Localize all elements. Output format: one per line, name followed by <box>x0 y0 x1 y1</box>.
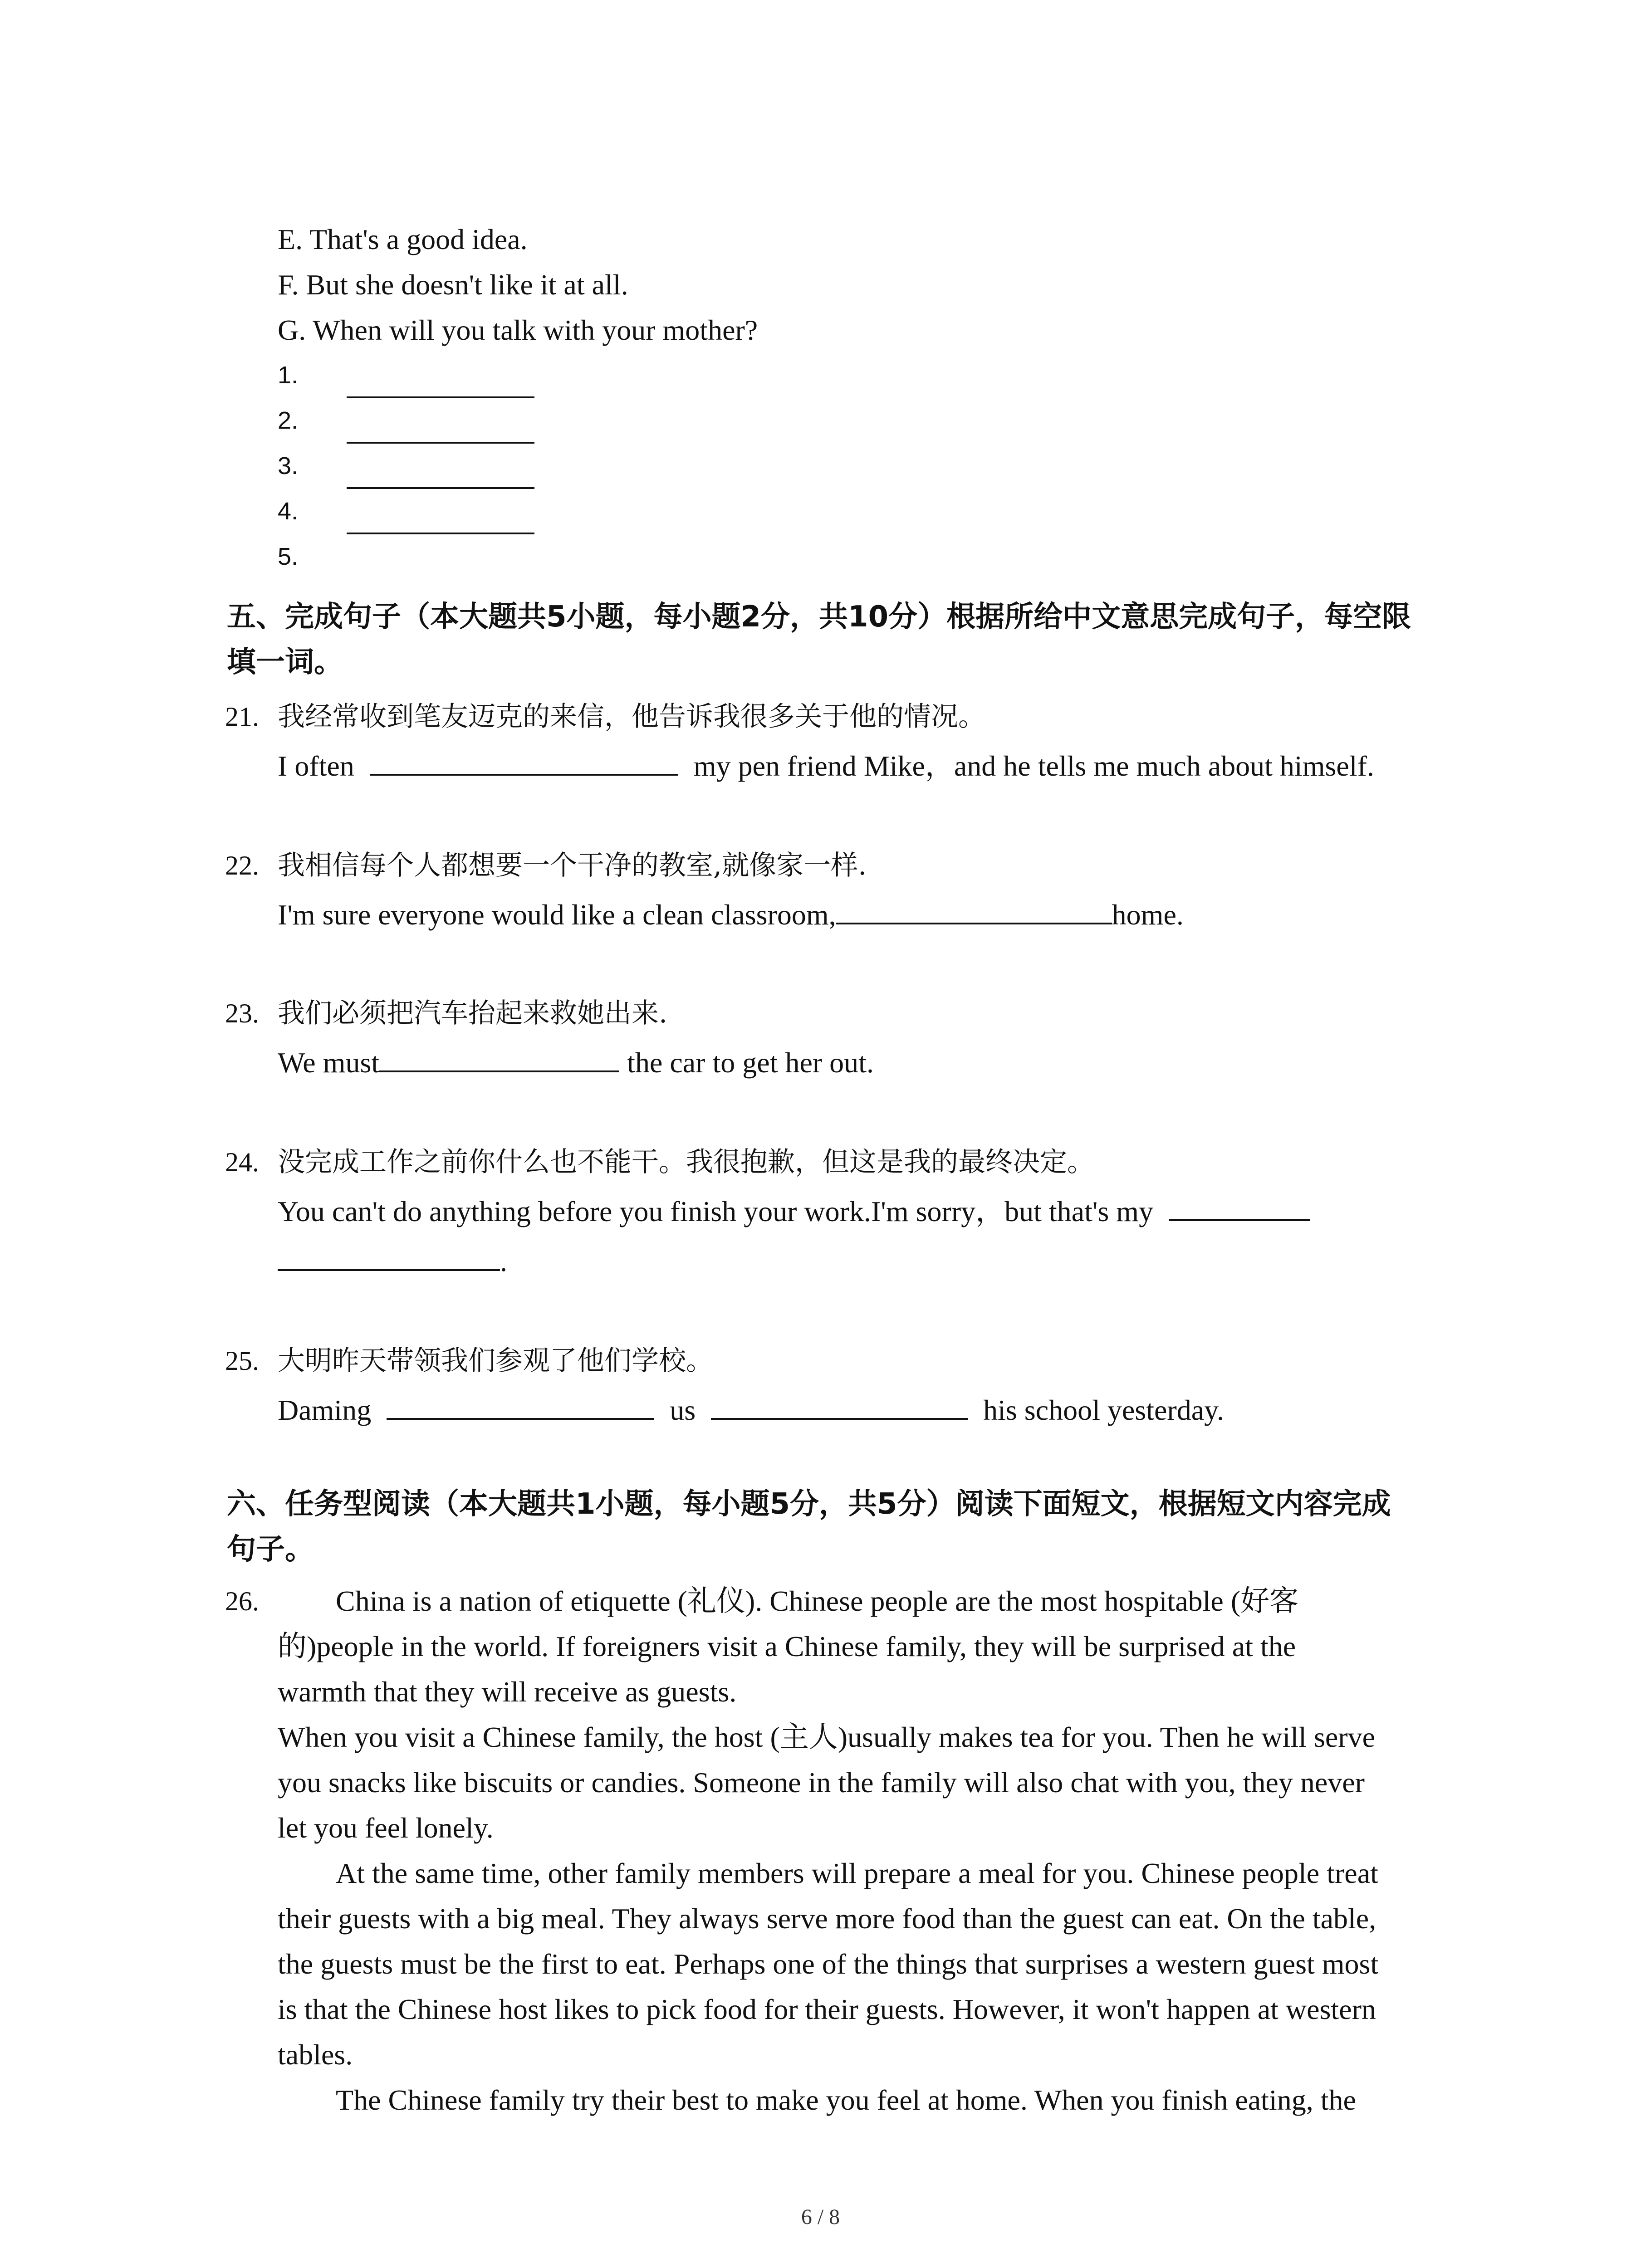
question-number-24: 24. <box>225 1147 259 1177</box>
passage-line-4: When you visit a Chinese family, the host (主人)usually makes tea for you. Then he will serve <box>278 1721 1375 1753</box>
passage-line-7: At the same time, other family members will prepare a meal for you. Chinese people treat <box>336 1857 1378 1889</box>
section6-heading-line2: 句子。 <box>227 1533 314 1566</box>
q23-text-before: We must <box>278 1046 380 1079</box>
q25-blank-1[interactable] <box>387 1391 654 1420</box>
q24-text-before: You can't do anything before you finish your work.I'm sorry，but that's my <box>278 1195 1154 1227</box>
q25-text-before: Daming <box>278 1394 372 1426</box>
q21-text-after: my pen friend Mike，and he tells me much about himself. <box>693 750 1374 782</box>
answer-number-1: 1. <box>278 362 299 389</box>
q25-text-middle: us <box>670 1394 696 1426</box>
page-indicator: 6 / 8 <box>801 2205 840 2229</box>
answer-blank-4[interactable] <box>347 533 534 534</box>
question-number-25: 25. <box>225 1346 259 1376</box>
q23-text-after: the car to get her out. <box>627 1046 874 1079</box>
answer-blank-1[interactable] <box>347 396 534 398</box>
q25-text-after: his school yesterday. <box>983 1394 1224 1426</box>
question-number-26: 26. <box>225 1586 259 1616</box>
q22-blank[interactable] <box>836 895 1112 924</box>
passage-line-6: let you feel lonely. <box>278 1812 494 1844</box>
question-21-chinese: 我经常收到笔友迈克的来信，他告诉我很多关于他的情况。 <box>278 701 985 733</box>
question-23-chinese: 我们必须把汽车抬起来救她出来. <box>278 997 668 1029</box>
passage-line-1: China is a nation of etiquette (礼仪). Chinese people are the most hospitable (好客 <box>336 1585 1299 1617</box>
q24-blank-1[interactable] <box>1169 1192 1310 1221</box>
question-23-english <box>278 1043 874 1081</box>
passage-line-11: tables. <box>278 2038 353 2071</box>
question-25-english <box>278 1391 1224 1428</box>
section6-heading <box>227 1481 1461 1572</box>
passage-line-2: 的)people in the world. If foreigners visit a Chinese family, they will be surprised at the <box>278 1630 1296 1662</box>
passage-line-12: The Chinese family try their best to make you feel at home. When you finish eating, the <box>336 2084 1356 2116</box>
section5-heading-line1: 五、完成句子（本大题共5小题，每小题2分，共10分）根据所给中文意思完成句子，每空限 <box>227 600 1411 634</box>
option-f: F. But she doesn't like it at all. <box>278 269 628 301</box>
q21-blank[interactable] <box>370 747 678 776</box>
passage-line-10: is that the Chinese host likes to pick food for their guests. However, it won't happen at western <box>278 1993 1376 2025</box>
question-25-chinese: 大明昨天带领我们参观了他们学校。 <box>278 1345 713 1377</box>
question-21-english <box>278 747 1374 784</box>
passage-line-5: you snacks like biscuits or candies. Someone in the family will also chat with you, they never <box>278 1766 1365 1799</box>
answer-number-2: 2. <box>278 407 299 434</box>
q25-blank-2[interactable] <box>711 1391 968 1420</box>
passage-line-8: their guests with a big meal. They always serve more food than the guest can eat. On the table, <box>278 1902 1376 1935</box>
passage-line-3: warmth that they will receive as guests. <box>278 1676 737 1708</box>
question-22-english <box>278 895 1184 933</box>
question-number-23: 23. <box>225 998 259 1028</box>
q22-text-before: I'm sure everyone would like a clean classroom, <box>278 899 836 931</box>
question-24-english <box>278 1192 1310 1230</box>
option-g: G. When will you talk with your mother? <box>278 314 758 346</box>
passage-line-9: the guests must be the first to eat. Perhaps one of the things that surprises a western guest most <box>278 1948 1379 1980</box>
answer-number-3: 3. <box>278 452 299 479</box>
answer-blank-3[interactable] <box>347 487 534 489</box>
question-22-chinese: 我相信每个人都想要一个干净的教室,就像家一样. <box>278 850 867 881</box>
section5-heading-line2: 填一词。 <box>227 645 343 679</box>
question-24-chinese: 没完成工作之前你什么也不能干。我很抱歉，但这是我的最终决定。 <box>278 1146 1094 1178</box>
question-number-21: 21. <box>225 702 259 732</box>
section5-heading <box>227 594 1461 685</box>
q24-blank-2[interactable] <box>278 1242 500 1271</box>
q22-text-after: home. <box>1112 899 1184 931</box>
section6-heading-line1: 六、任务型阅读（本大题共1小题，每小题5分，共5分）阅读下面短文，根据短文内容完成 <box>227 1487 1391 1521</box>
q21-text-before: I often <box>278 750 354 782</box>
question-24-english-line2 <box>278 1242 507 1280</box>
option-e: E. That's a good idea. <box>278 223 528 255</box>
question-number-22: 22. <box>225 850 259 880</box>
answer-number-4: 4. <box>278 498 299 525</box>
q23-blank[interactable] <box>379 1043 619 1072</box>
answer-number-5: 5. <box>278 543 299 570</box>
answer-blank-2[interactable] <box>347 442 534 444</box>
q24-text-end: . <box>500 1245 507 1277</box>
